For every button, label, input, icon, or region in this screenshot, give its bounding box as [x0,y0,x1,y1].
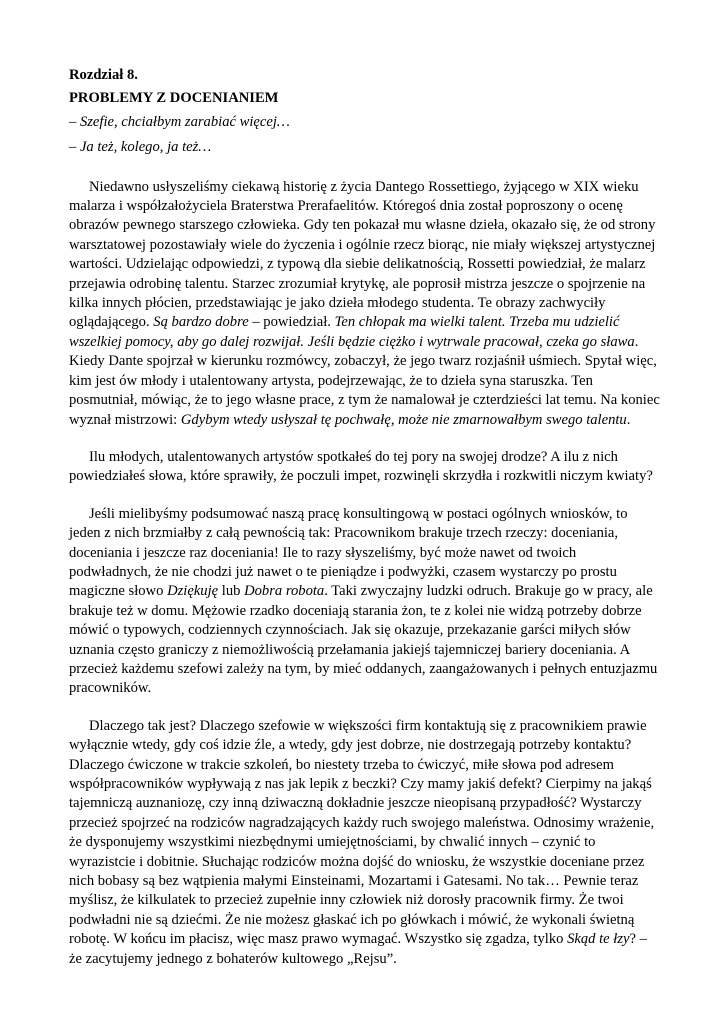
italic-run: Gdybym wtedy usłyszał tę pochwałę, może nie zmarnowałbym swego talentu [180,411,627,428]
epigraph-line: – Szefie, chciałbym zarabiać więcej… [69,113,290,130]
italic-run: Ten chłopak ma wielki talent. Trzeba mu udzielić wszelkiej pomocy, aby go dalej rozwijał. Jeśli będzie ciężko i wytrwale pracował, czeka go sława [69,314,635,350]
epigraph-line: – Ja też, kolego, ja też… [69,139,212,156]
body-paragraph [69,178,661,430]
body-paragraph [69,448,661,487]
text-run: Jeśli mielibyśmy podsumować naszą pracę konsultingową w postaci ogólnych wniosków, to jeden z nich brzmiałby z całą pewnością tak: Pracownikom brakuje trzech rzeczy: doceniania, doceniania i jeszcze raz doceniania! Ile to razy słyszeliśmy, być może nawet od twoich podwładnych, że nie chodzi już nawet o te pieniądze i podwyżki, czasem wystarczy po prostu magiczne słowo [69,505,628,600]
text-run: Dlaczego tak jest? Dlaczego szefowie w większości firm kontaktują się z pracownikiem prawie wyłącznie wtedy, gdy coś idzie źle, a wtedy, gdy jest dobrze, nie dostrzegają potrzeby kontaktu? Dlaczego ćwiczone w trakcie szkoleń, bo niestety trzeba to ćwiczyć, miłe słowa pod adresem współpracowników wypływają z nas jak lepik z beczki? Czy mamy jakiś defekt? Cierpimy na jakąś tajemniczą auznaniozę, czy inną dziwaczną dokładnie jeszcze nieopisaną przypadłość? Wystarczy przecież spojrzeć na rodziców nagradzających każdy ruch swojego maleństwa. Odnosimy wrażenie, że dysponujemy wszystkimi niezbędnymi umiejętnościami, by chwalić innych – czynić to wyrazistcie i dobitnie. Słuchając rodziców można dojść do wniosku, że wszystkie doceniane przez nich bobasy są bez wątpienia małymi Einsteinami, Mozartami i Gatesami. No tak… Pewnie teraz myślisz, że kilkulatek to przecież zupełnie inny człowiek niż dorosły pracownik firmy. Że twoi podwładni nie są dziećmi. Że nie możesz głaskać ich po główkach i mówić, że wykonali świetną robotę. W końcu im płacisz, więc masz prawo wymagać. Wszystko się zgadza, tylko [69,717,655,948]
text-run: . [626,411,631,428]
text-run: Niedawno usłyszeliśmy ciekawą historię z życia Dantego Rossettiego, żyjącego w XIX wieku malarza i współzałożyciela Braterstwa Prerafaelitów. Któregoś dnia został poproszony o ocenę obrazów pewnego starszego człowieka. Gdy ten pokazał mu własne dzieła, okazało się, że od strony warsztatowej pozostawiały wiele do życzenia i ogólnie rzecz biorąc, nie miały większej artystycznej wartości. Udzielając odpowiedzi, z typową dla siebie delikatnością, Rossetti powiedział, że malarz przejawia odrobinę talentu. Starzec zrozumiał krytykę, ale poprosił mistrza jeszcze o spojrzenie na kilka innych płócien, przedstawiając je jako dzieła młodego studenta. Te obrazy zachwyciły oglądającego. [69,178,656,331]
text-run: . Taki zwyczajny ludzki odruch. Brakuje go w pracy, ale brakuje też w domu. Mężowie rzadko doceniają starania żon, te z kolei nie widzą potrzeby dobrze mówić o typowych, codziennych czynnościach. Jak się okazuje, przekazanie garści miłych słów uznania często graniczy z niemożliwością przełamania jakiejś tajemniczej bariery doceniania. A przecież każdemu szefowi zależy na tym, by mieć oddanych, zaangażowanych i pełnych entuzjazmu pracowników. [69,583,658,697]
body-paragraph [69,717,661,969]
italic-run: Dziękuję [167,583,219,600]
text-run: lub [218,583,245,600]
italic-run: Są bardzo dobre [153,314,249,331]
text-run: . Kiedy Dante spojrzał w kierunku rozmówcy, zobaczył, że jego twarz rozjaśnił uśmiech. Spytał więc, kim jest ów młody i utalentowany artysta, podejrzewając, że to dzieła syna staruszka. Ten posmutniał, mówiąc, że to jego własne prace, z tym że namalował je czterdzieści lat temu. Na koniec wyznał mistrzowi: [69,333,660,428]
italic-run: Dobra robota [244,583,325,600]
italic-run: Skąd te łzy [567,931,630,948]
chapter-title: PROBLEMY Z DOCENIANIEM [69,90,279,107]
document-page [69,66,661,969]
chapter-number: Rozdział 8. [69,67,138,83]
text-run: – powiedział. [248,314,335,331]
text-run: ? – że zacytujemy jednego z bohaterów kultowego „Rejsu”. [69,931,647,967]
text-run: Ilu młodych, utalentowanych artystów spotkałeś do tej pory na swojej drodze? A ilu z nich powiedziałeś słowa, które sprawiły, że poczuli impet, rozwinęli skrzydła i rozkwitli niczym kwiaty? [69,448,653,485]
body-paragraph [69,505,661,699]
